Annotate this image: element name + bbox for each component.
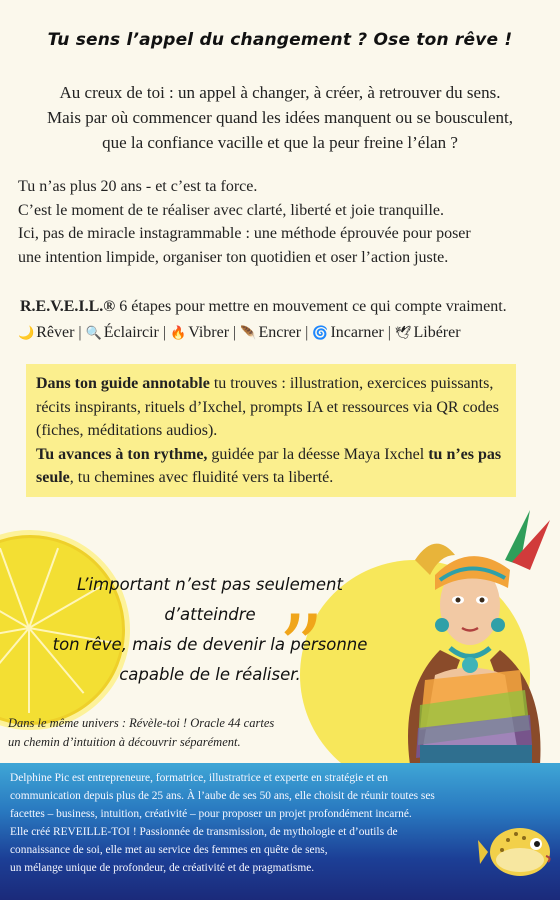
separator: | (233, 324, 237, 341)
guide-bold: Tu avances à ton rythme, (36, 445, 208, 463)
bio-line: Delphine Pic est entrepreneure, formatrice, illustratrice et experte en stratégie et en (10, 772, 388, 784)
step-rever (18, 324, 74, 341)
separator: | (162, 324, 167, 341)
intro-line: Mais par où commencer quand les idées manquent ou se bousculent, (47, 108, 513, 127)
step-label: Éclaircir (103, 324, 159, 341)
intro-text (10, 80, 550, 155)
author-bio-band (0, 763, 560, 900)
step-vibrer (170, 324, 229, 341)
crescent-moon-icon: 🌙 (18, 325, 35, 340)
paragraph-line: une intention limpide, organiser ton quotidien et oser l’action juste. (18, 248, 449, 266)
method-steps (18, 320, 558, 346)
quote-mark-icon: ” (278, 596, 325, 701)
guide-box (26, 364, 516, 497)
step-label: Incarner (330, 324, 384, 341)
magnifier-icon: 🔍 (85, 325, 102, 340)
guide-text: tu trouves : illustration, exercices puissants, récits inspirants, rituels d’Ixchel, prompts IA et ressources via QR codes (fiches, méditations audios). (36, 375, 499, 439)
bio-line: communication depuis plus de 25 ans. À l’aube de ses 50 ans, elle choisit de réunir toutes ses (10, 790, 435, 802)
universe-line: Dans le même univers : Révèle-toi ! Oracle 44 cartes (8, 716, 275, 730)
separator: | (305, 324, 309, 341)
bio-line: facettes – business, intuition, créativité – pour proposer un projet profondément incarné. (10, 808, 412, 820)
guide-bold: tu n’es pas seule (36, 445, 502, 486)
quote (30, 570, 390, 690)
intro-line: Au creux de toi : un appel à changer, à créer, à retrouver du sens. (59, 83, 501, 102)
quote-line: L’important n’est pas seulement d’atteindre (77, 575, 343, 624)
quote-line: ton rêve, mais de devenir la personne (52, 635, 368, 654)
step-incarner (312, 324, 383, 341)
feather-icon: 🪶 (240, 325, 257, 340)
step-label: Encrer (258, 324, 302, 341)
paragraph-line: Ici, pas de miracle instagrammable : une méthode éprouvée pour poser (18, 225, 471, 242)
bio-line: Elle créé REVEILLE-TOI ! Passionnée de transmission, de mythologie et d’outils de (10, 826, 398, 838)
separator: | (78, 324, 82, 341)
paragraph-line: C’est le moment de te réaliser avec clarté, liberté et joie tranquille. (18, 201, 445, 219)
guide-text: guidée par la déesse Maya Ixchel (207, 445, 429, 463)
age-paragraph (18, 175, 548, 269)
bio-line: connaissance de soi, elle met au service des femmes en quête de sens, (10, 844, 328, 856)
step-label: Rêver (36, 324, 75, 341)
step-encrer (240, 324, 301, 341)
goddess-illustration (380, 500, 560, 765)
fire-icon: 🔥 (170, 325, 187, 340)
paragraph-line: Tu n’as plus 20 ans - et c’est ta force. (18, 178, 258, 195)
universe-note (8, 714, 328, 752)
method-name: R.E.V.E.I.L.® (20, 298, 116, 315)
universe-line: un chemin d’intuition à découvrir séparément. (8, 735, 241, 749)
quote-line: capable de le réaliser. (119, 665, 301, 684)
separator: | (387, 324, 391, 341)
dove-icon: 🕊 (394, 325, 412, 340)
step-liberer (395, 324, 461, 341)
intro-line: que la confiance vacille et que la peur freine l’élan ? (102, 133, 458, 152)
method-tagline: 6 étapes pour mettre en mouvement ce qui compte vraiment. (115, 298, 507, 315)
step-eclaircir (86, 324, 159, 341)
headline: Tu sens l’appel du changement ? Ose ton rêve ! (47, 30, 513, 50)
guide-bold: Dans ton guide annotable (36, 375, 210, 392)
bio-line: un mélange unique de profondeur, de créativité et de pragmatisme. (10, 862, 315, 874)
guide-text: , tu chemines avec fluidité vers ta liberté. (69, 469, 334, 486)
author-bio (10, 769, 490, 877)
spiral-icon: 🌀 (312, 325, 329, 340)
step-label: Libérer (413, 324, 461, 341)
pufferfish-illustration (478, 818, 556, 884)
step-label: Vibrer (188, 324, 230, 341)
method-title-line (18, 294, 558, 320)
method-section (18, 294, 558, 346)
